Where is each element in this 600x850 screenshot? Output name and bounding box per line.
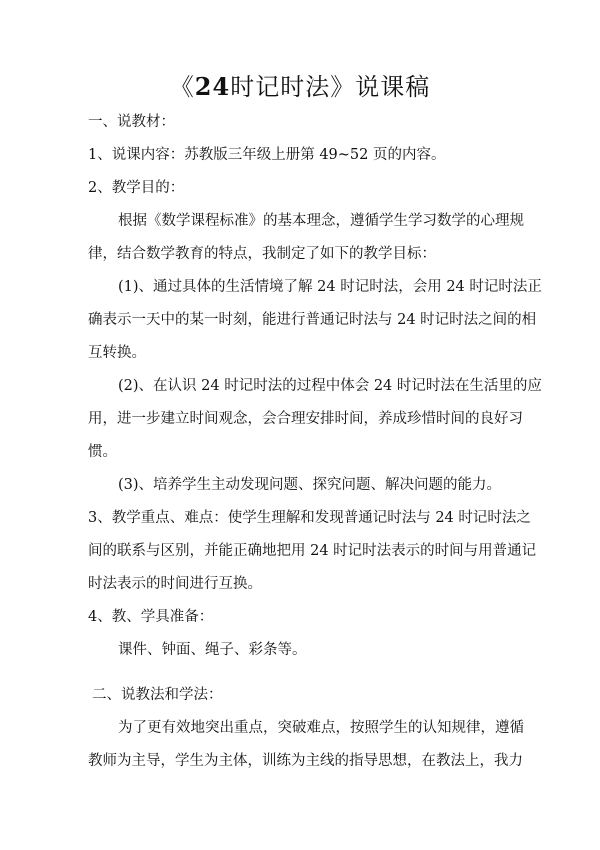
methods-paragraph-line: 为了更有效地突出重点，突破难点，按照学生的认知规律，遵循 <box>118 720 524 736</box>
section-heading-methods: 二、说教法和学法： <box>92 687 223 703</box>
objective-1-line: (1)、通过具体的生活情境了解 24 时记时法，会用 24 时记时法正 <box>118 279 542 295</box>
title-prefix: 《 <box>169 73 195 101</box>
heading-teaching-purpose: 2、教学目的： <box>88 180 185 196</box>
objective-2-line: 惯。 <box>88 444 117 460</box>
objective-2-line: (2)、在认识 24 时记时法的过程中体会 24 时记时法在生活里的应 <box>118 378 542 394</box>
objective-1-line: 互转换。 <box>88 345 146 361</box>
section-heading-teaching-material: 一、说教材： <box>88 114 175 130</box>
teaching-aids-list: 课件、钟面、绳子、彩条等。 <box>118 642 307 658</box>
objective-1-line: 确表示一天中的某一时刻，能进行普通记时法与 24 时记时法之间的相 <box>88 312 537 328</box>
paragraph-line: 根据《数学课程标准》的基本理念，遵循学生学习数学的心理规 <box>118 213 524 229</box>
key-points-line: 时法表示的时间进行互换。 <box>88 576 262 592</box>
document-title <box>0 70 600 104</box>
key-points-line: 间的联系与区别，并能正确地把用 24 时记时法表示的时间与用普通记 <box>88 543 537 559</box>
heading-teaching-aids: 4、教、学具准备： <box>88 609 214 625</box>
title-number: 24 <box>194 72 231 101</box>
title-rest: 时记时法》说课稿 <box>230 73 431 101</box>
paragraph-line: 律，结合数学教育的特点，我制定了如下的教学目标： <box>88 246 436 262</box>
methods-paragraph-line: 教师为主导，学生为主体，训练为主线的指导思想，在教法上，我力 <box>88 753 523 769</box>
objective-3-line: (3)、培养学生主动发现问题、探究问题、解决问题的能力。 <box>118 477 502 493</box>
key-points-line: 3、教学重点、难点：使学生理解和发现普通记时法与 24 时记时法之 <box>88 510 531 526</box>
lesson-content: 1、说课内容：苏教版三年级上册第 49~52 页的内容。 <box>88 147 446 163</box>
objective-2-line: 用，进一步建立时间观念，会合理安排时间，养成珍惜时间的良好习 <box>88 411 523 427</box>
